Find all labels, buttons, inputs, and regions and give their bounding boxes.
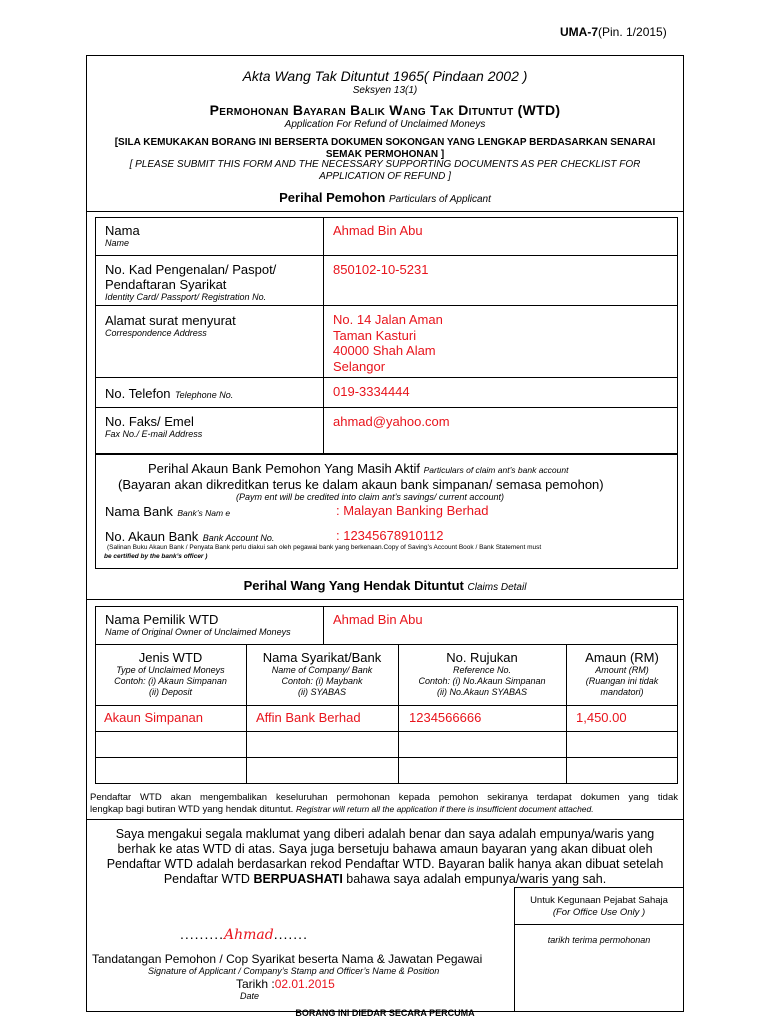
signature-dots-left: ......... bbox=[180, 926, 225, 942]
col-type-title: Jenis WTD bbox=[138, 650, 203, 665]
applicant-heading-en: Particulars of Applicant bbox=[388, 194, 491, 205]
name-sublabel: Name bbox=[105, 238, 130, 248]
col-amount-sub: Amount (RM) bbox=[595, 665, 649, 675]
applicant-row-divider bbox=[95, 255, 678, 256]
phone-label: No. Telefon bbox=[105, 386, 171, 401]
form-title: Permohonan Bayaran Balik Wang Tak Dituntut (WTD) bbox=[209, 102, 561, 118]
address-line: 40000 Shah Alam bbox=[333, 343, 436, 358]
bank-account-sublabel: Bank Account No. bbox=[202, 533, 275, 543]
id-label-2: Pendaftaran Syarikat bbox=[105, 277, 227, 292]
applicant-row-id bbox=[105, 262, 276, 303]
col-reference-sub: Reference No. bbox=[452, 665, 512, 675]
claims-heading bbox=[86, 578, 684, 593]
claim-reference-cell: 1234566666 bbox=[409, 710, 482, 725]
form-code bbox=[560, 25, 667, 39]
applicant-row-address bbox=[105, 313, 236, 339]
bank-heading bbox=[148, 461, 568, 476]
signature-mark: Ahmad bbox=[224, 927, 274, 943]
instruction-en: [ PLEASE SUBMIT THIS FORM AND THE NECESSARY SUPPORTING DOCUMENTS AS PER CHECKLIST FOR APPLICATION OF REFUND ] bbox=[129, 159, 641, 182]
received-date-label: tarikh terima permohonan bbox=[547, 935, 651, 945]
col-header-reference bbox=[398, 650, 566, 698]
applicant-row-divider bbox=[95, 407, 678, 408]
section-ref: Seksyen 13(1) bbox=[352, 85, 418, 96]
col-type-sub: Type of Unclaimed Moneys bbox=[116, 665, 225, 675]
declaration-line4-pre: Pendaftar WTD bbox=[163, 872, 250, 886]
bank-note: (Bayaran akan dikreditkan terus ke dalam akaun bank simpanan/ semasa pemohon) bbox=[118, 477, 604, 492]
col-company-sub: Name of Company/ Bank bbox=[271, 665, 373, 675]
id-label: No. Kad Pengenalan/ Paspot/ bbox=[105, 262, 277, 277]
col-header-amount bbox=[566, 650, 678, 698]
address-label: Alamat surat menyurat bbox=[105, 313, 236, 328]
claims-row-divider bbox=[95, 705, 678, 706]
col-reference-title: No. Rujukan bbox=[446, 650, 518, 665]
bank-account-label: No. Akaun Bank bbox=[105, 529, 199, 544]
claim-company-cell: Affin Bank Berhad bbox=[256, 710, 361, 725]
date-value: 02.01.2015 bbox=[274, 977, 335, 991]
owner-label: Nama Pemilik WTD bbox=[105, 612, 219, 627]
bank-note-en: (Paym ent will be credited into claim ant’s savings/ current account) bbox=[236, 492, 504, 502]
address-line: Selangor bbox=[333, 358, 386, 374]
notice-line2-ms: lengkap bagi butiran WTD yang hendak dituntut. bbox=[90, 804, 294, 815]
bank-name-label: Nama Bank bbox=[105, 504, 173, 519]
form-revision: (Pin. 1/2015) bbox=[598, 25, 667, 39]
signature-label-en: Signature of Applicant / Company’s Stamp and Officer’s Name & Position bbox=[148, 966, 440, 976]
applicant-heading-ms: Perihal Pemohon bbox=[279, 190, 386, 205]
declaration-emphasis: BERPUASHATI bbox=[253, 872, 343, 886]
bank-account-value: : 12345678910112 bbox=[336, 528, 444, 543]
form-code-id: UMA-7 bbox=[560, 25, 598, 39]
claims-heading-en: Claims Detail bbox=[467, 582, 527, 593]
applicant-row-divider bbox=[95, 305, 678, 306]
claims-row-divider bbox=[95, 731, 678, 732]
applicant-row-phone bbox=[105, 385, 233, 403]
declaration-line4-post: bahawa saya adalah empunya/waris yang sah. bbox=[346, 872, 607, 886]
phone-value: 019-3334444 bbox=[333, 384, 410, 399]
col-type-sub: (ii) Deposit bbox=[148, 687, 192, 697]
declaration-line-4 bbox=[86, 872, 684, 887]
col-company-title: Nama Syarikat/Bank bbox=[262, 650, 382, 665]
owner-sublabel: Name of Original Owner of Unclaimed Moneys bbox=[105, 627, 291, 637]
col-reference-sub: Contoh: (i) No.Akaun Simpanan bbox=[418, 676, 546, 686]
col-reference-sub: (ii) No.Akaun SYABAS bbox=[436, 687, 528, 697]
declaration-line: berhak ke atas WTD di atas. Saya juga bersetuju bahawa amaun bayaran yang akan dibuat oleh bbox=[117, 842, 653, 856]
act-title: Akta Wang Tak Dituntut 1965( Pindaan 2002 ) bbox=[242, 68, 528, 84]
bank-footnote-2: be certified by the bank’s officer ) bbox=[104, 553, 208, 560]
phone-sublabel: Telephone No. bbox=[174, 390, 234, 400]
col-type-sub: Contoh: (i) Akaun Simpanan bbox=[114, 676, 227, 686]
applicant-heading bbox=[86, 190, 684, 205]
signature-line bbox=[180, 926, 308, 943]
address-line: Taman Kasturi bbox=[333, 327, 417, 343]
notice-line2 bbox=[90, 804, 594, 816]
col-company-sub: Contoh: (i) Maybank bbox=[281, 676, 363, 686]
declaration-line: Saya mengakui segala maklumat yang diberi adalah benar dan saya adalah empunya/waris yang bbox=[115, 827, 655, 841]
signature-label: Tandatangan Pemohon / Cop Syarikat beserta Nama & Jawatan Pegawai bbox=[92, 952, 483, 966]
col-amount-sub: mandatori) bbox=[600, 687, 644, 697]
date-label-en: Date bbox=[240, 991, 260, 1001]
applicant-col-divider bbox=[323, 217, 324, 454]
claims-divider bbox=[86, 599, 684, 600]
applicant-row-fax-email bbox=[105, 414, 202, 440]
name-value: Ahmad Bin Abu bbox=[333, 223, 423, 238]
office-use-title-en: (For Office Use Only ) bbox=[552, 907, 646, 918]
owner-col-divider bbox=[323, 606, 324, 644]
bank-name-sublabel: Bank’s Nam e bbox=[177, 508, 231, 518]
office-use-title: Untuk Kegunaan Pejabat Sahaja bbox=[530, 895, 668, 906]
col-header-company bbox=[246, 650, 398, 698]
claims-row-divider bbox=[95, 757, 678, 758]
bank-name-value: : Malayan Banking Berhad bbox=[336, 503, 489, 518]
col-amount-sub: (Ruangan ini tidak bbox=[585, 676, 659, 686]
applicant-row-divider bbox=[95, 377, 678, 378]
col-header-type bbox=[95, 650, 246, 698]
fax-email-sublabel: Fax No./ E-mail Address bbox=[105, 429, 203, 439]
col-amount-title: Amaun (RM) bbox=[585, 650, 659, 665]
bank-footnote: (Salinan Buku Akaun Bank / Penyata Bank perlu diakui sah oleh pegawai bank yang berkenaan.Copy of Saving’s Account Book / Bank Statement must bbox=[107, 544, 542, 551]
claims-row-divider bbox=[95, 644, 678, 645]
applicant-row-name bbox=[105, 223, 140, 249]
owner-value: Ahmad Bin Abu bbox=[333, 612, 423, 627]
claim-type-cell: Akaun Simpanan bbox=[104, 710, 204, 725]
form-title-en: Application For Refund of Unclaimed Moneys bbox=[284, 119, 486, 130]
id-sublabel: Identity Card/ Passport/ Registration No. bbox=[105, 292, 267, 302]
bank-name-row bbox=[105, 503, 230, 521]
col-company-sub: (ii) SYABAS bbox=[297, 687, 346, 697]
signature-dots-right: ....... bbox=[273, 926, 308, 942]
notice-divider bbox=[86, 819, 684, 820]
instruction-ms: [SILA KEMUKAKAN BORANG INI BERSERTA DOKUMEN SOKONGAN YANG LENGKAP BERDASARKAN SENARAI SEMAK PERMOHONAN ] bbox=[114, 137, 656, 160]
notice-line1: Pendaftar WTD akan mengembalikan keseluruhan permohonan kepada pemohon sekiranya terdapat dokumen yang tidak bbox=[90, 792, 678, 803]
claims-heading-ms: Perihal Wang Yang Hendak Dituntut bbox=[243, 578, 464, 593]
footer-note: BORANG INI DIEDAR SECARA PERCUMA bbox=[295, 1008, 475, 1018]
id-value: 850102-10-5231 bbox=[333, 262, 429, 277]
address-sublabel: Correspondence Address bbox=[105, 328, 207, 338]
bank-heading-ms: Perihal Akaun Bank Pemohon Yang Masih Aktif bbox=[148, 461, 420, 476]
fax-email-label: No. Faks/ Emel bbox=[105, 414, 194, 429]
declaration bbox=[86, 827, 684, 887]
email-value: ahmad@yahoo.com bbox=[333, 414, 450, 429]
signature-date bbox=[236, 977, 335, 991]
owner-row bbox=[105, 612, 291, 638]
declaration-line: Pendaftar WTD adalah berdasarkan rekod Pendaftar WTD. Bayaran balik hanya akan dibuat setelah bbox=[106, 857, 664, 871]
address-line: No. 14 Jalan Aman bbox=[333, 312, 443, 327]
header-divider bbox=[86, 211, 684, 212]
notice-line2-en: Registrar will return all the application if there is insufficient document attached. bbox=[295, 804, 594, 814]
date-label: Tarikh : bbox=[236, 977, 275, 991]
claim-amount-cell: 1,450.00 bbox=[576, 710, 627, 725]
bank-heading-en: Particulars of claim ant’s bank account bbox=[423, 465, 569, 475]
address-value bbox=[333, 312, 443, 374]
office-use-divider bbox=[514, 924, 684, 925]
name-label: Nama bbox=[105, 223, 140, 238]
